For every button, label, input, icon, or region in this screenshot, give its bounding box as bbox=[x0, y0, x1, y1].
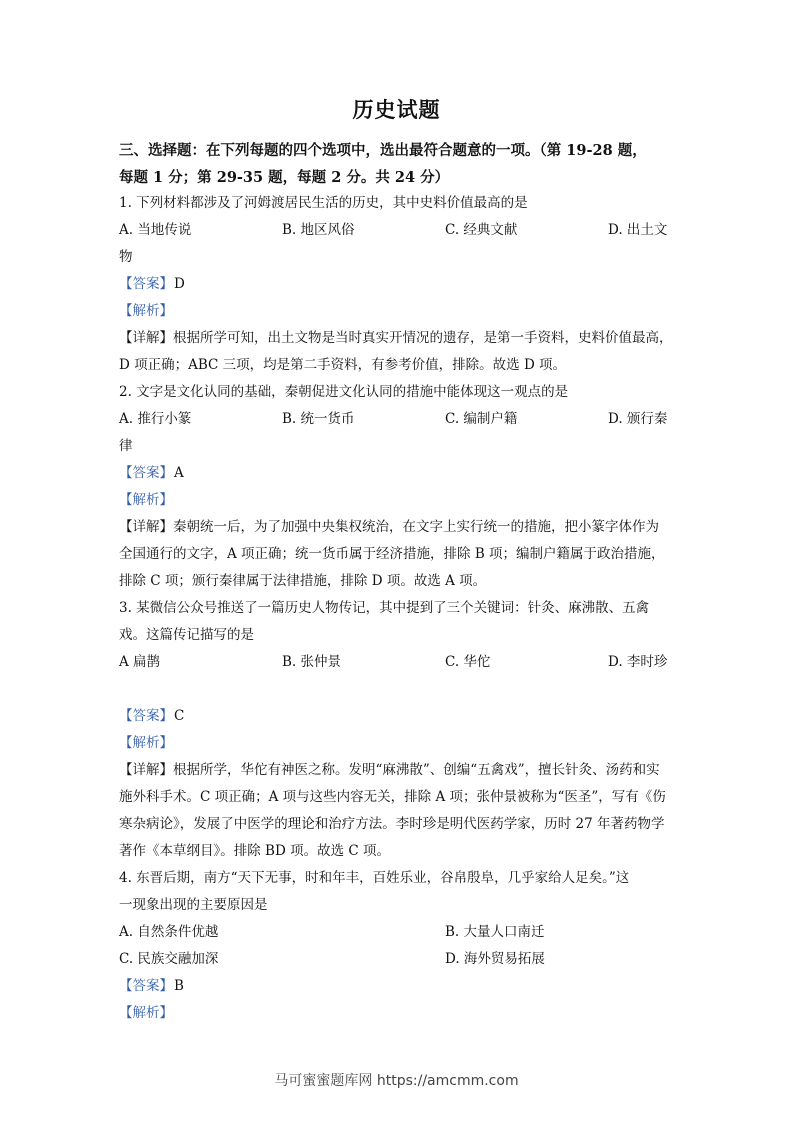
q3-option-c: C. 华佗 bbox=[445, 654, 491, 670]
q4-option-d: D. 海外贸易拓展 bbox=[445, 951, 545, 967]
q4-answer-value: B bbox=[174, 978, 184, 994]
q1-detail-line2: D 项正确；ABC 三项，均是第二手资料，有参考价值，排除。故选 D 项。 bbox=[119, 357, 567, 373]
q3-detail-line1 bbox=[119, 757, 679, 784]
analysis-tag: 【解析】 bbox=[119, 303, 173, 319]
detail-tag: 【详解】 bbox=[119, 330, 173, 346]
q3-option-a: A 扁鹊 bbox=[119, 654, 161, 670]
q4-option-c: C. 民族交融加深 bbox=[119, 951, 219, 967]
q1-answer bbox=[119, 271, 679, 298]
answer-tag: 【答案】 bbox=[119, 978, 173, 994]
q3-option-spacer bbox=[119, 676, 679, 703]
q4-stem-line1: 4. 东晋后期，南方“天下无事，时和年丰，百姓乐业，谷帛殷阜，几乎家给人足矣。”这 bbox=[119, 870, 630, 886]
analysis-tag: 【解析】 bbox=[119, 735, 173, 751]
answer-tag: 【答案】 bbox=[119, 465, 173, 481]
q3-detail-text1: 根据所学，华佗有神医之称。发明“麻沸散”、创编“五禽戏”，擅长针灸、汤药和实 bbox=[173, 762, 660, 778]
page-title: 历史试题 bbox=[352, 97, 441, 122]
q1-option-c: C. 经典文献 bbox=[445, 222, 518, 238]
q1-detail-line1 bbox=[119, 325, 679, 352]
answer-tag: 【答案】 bbox=[119, 276, 173, 292]
q3-stem-line1: 3. 某微信公众号推送了一篇历史人物传记，其中提到了三个关键词：针灸、麻沸散、五禽 bbox=[119, 600, 650, 616]
detail-tag: 【详解】 bbox=[119, 762, 173, 778]
q1-options bbox=[119, 217, 679, 244]
q2-stem: 2. 文字是文化认同的基础，秦朝促进文化认同的措施中能体现这一观点的是 bbox=[119, 384, 569, 400]
q3-detail-line2: 施外科手术。C 项正确；A 项与这些内容无关，排除 A 项；张仲景被称为“医圣”，写有《伤 bbox=[119, 789, 666, 805]
q2-option-c: C. 编制户籍 bbox=[445, 411, 518, 427]
footer-watermark: 马可蜜蜜题库网 https://amcmm.com bbox=[274, 1073, 519, 1089]
q4-option-a: A. 自然条件优越 bbox=[119, 924, 219, 940]
section-heading-line2: 每题 1 分；第 29-35 题，每题 2 分。共 24 分） bbox=[119, 169, 450, 186]
answer-tag: 【答案】 bbox=[119, 708, 173, 724]
q3-option-d: D. 李时珍 bbox=[608, 654, 668, 670]
q2-option-d: D. 颁行秦 bbox=[608, 411, 668, 427]
q4-stem-line2: 一现象出现的主要原因是 bbox=[119, 897, 268, 913]
q3-analysis bbox=[119, 730, 679, 757]
q2-answer-value: A bbox=[174, 465, 184, 481]
content bbox=[119, 136, 679, 1027]
q1-stem: 1. 下列材料都涉及了河姆渡居民生活的历史，其中史料价值最高的是 bbox=[119, 195, 528, 211]
q4-options-row2 bbox=[119, 946, 679, 973]
analysis-tag: 【解析】 bbox=[119, 1005, 173, 1021]
q1-option-d: D. 出土文 bbox=[608, 222, 668, 238]
q3-options bbox=[119, 649, 679, 676]
q1-answer-value: D bbox=[174, 276, 185, 292]
q1-analysis bbox=[119, 298, 679, 325]
q3-answer bbox=[119, 703, 679, 730]
q3-detail-line3: 寒杂病论》，发展了中医学的理论和治疗方法。李时珍是明代医药学家，历时 27 年著药物学 bbox=[119, 816, 665, 832]
q2-analysis bbox=[119, 487, 679, 514]
q3-answer-value: C bbox=[174, 708, 185, 724]
q2-detail-line1 bbox=[119, 514, 679, 541]
q2-options bbox=[119, 406, 679, 433]
q4-analysis bbox=[119, 1000, 679, 1027]
q2-option-wrap: 律 bbox=[119, 438, 133, 454]
q2-detail-line2: 全国通行的文字，A 项正确；统一货币属于经济措施，排除 B 项；编制户籍属于政治措施， bbox=[119, 546, 665, 562]
q2-detail-text1: 秦朝统一后，为了加强中央集权统治，在文字上实行统一的措施，把小篆字体作为 bbox=[173, 519, 659, 535]
q3-detail-line4: 著作《本草纲目》。排除 BD 项。故选 C 项。 bbox=[119, 843, 390, 859]
q2-option-b: B. 统一货币 bbox=[282, 411, 355, 427]
q1-option-wrap: 物 bbox=[119, 249, 133, 265]
q4-options-row1 bbox=[119, 919, 679, 946]
q2-answer bbox=[119, 460, 679, 487]
q1-detail-text1: 根据所学可知，出土文物是当时真实开情况的遗存，是第一手资料，史料价值最高， bbox=[173, 330, 673, 346]
q4-answer bbox=[119, 973, 679, 1000]
q1-option-a: A. 当地传说 bbox=[119, 222, 192, 238]
q2-option-a: A. 推行小篆 bbox=[119, 411, 192, 427]
detail-tag: 【详解】 bbox=[119, 519, 173, 535]
section-heading-line1: 三、选择题：在下列每题的四个选项中，选出最符合题意的一项。（第 19-28 题， bbox=[119, 142, 647, 159]
q2-detail-line3: 排除 C 项；颁行秦律属于法律措施，排除 D 项。故选 A 项。 bbox=[119, 573, 487, 589]
q4-option-b: B. 大量人口南迁 bbox=[445, 924, 545, 940]
q3-stem-line2: 戏。这篇传记描写的是 bbox=[119, 627, 254, 643]
q1-option-b: B. 地区风俗 bbox=[282, 222, 355, 238]
q3-option-b: B. 张仲景 bbox=[282, 654, 342, 670]
analysis-tag: 【解析】 bbox=[119, 492, 173, 508]
